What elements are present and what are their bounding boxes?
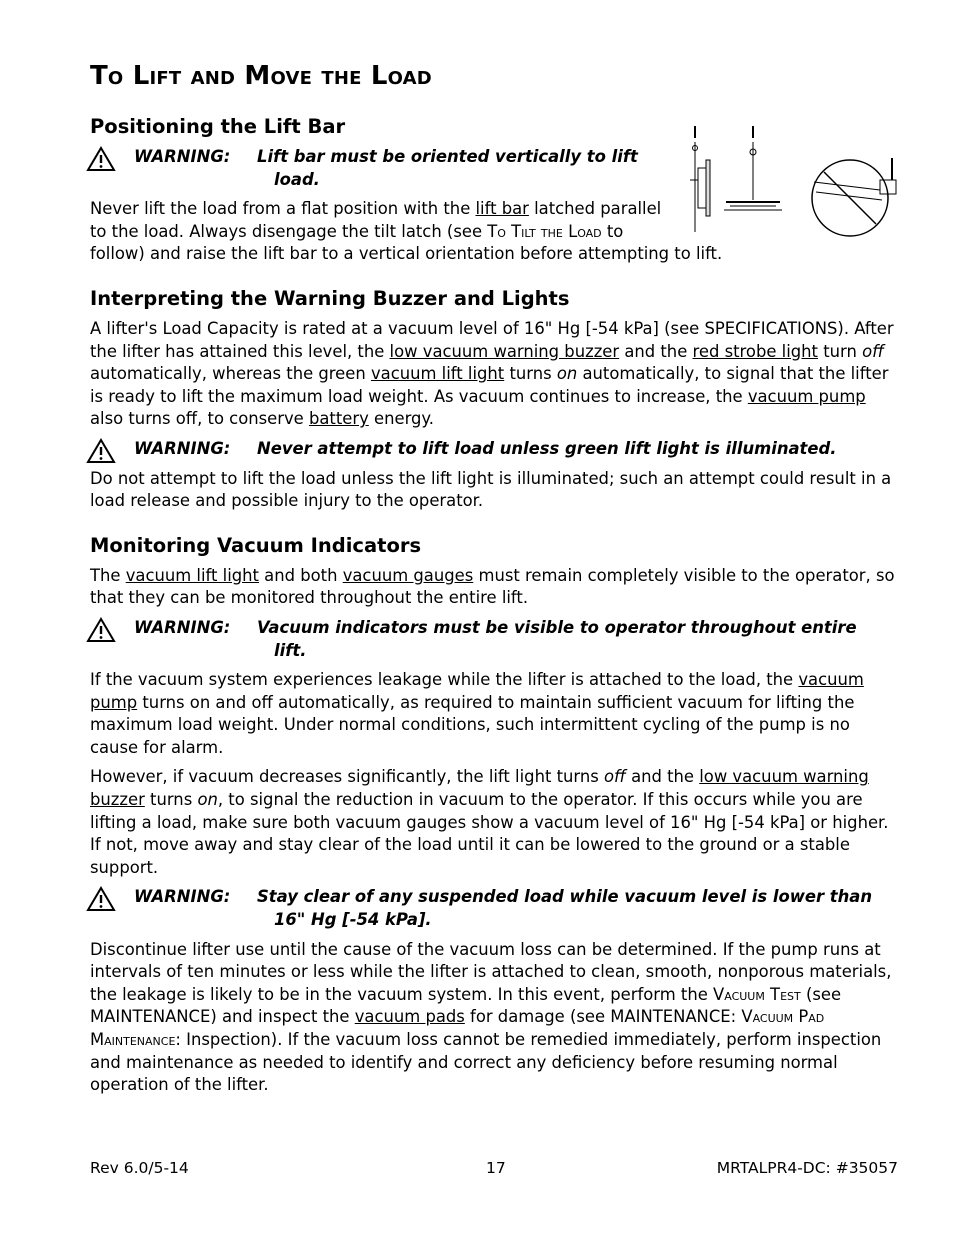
term-low-vacuum-warning-buzzer: low vacuum warning buzzer (389, 341, 620, 361)
text: Never lift the load from a flat position with the (90, 199, 476, 219)
paragraph (90, 565, 902, 610)
term-vacuum-pump: vacuum pump (747, 386, 866, 406)
footer-revision: Rev 6.0/5-14 (90, 1159, 189, 1177)
text: to the load. Always disengage the tilt latch (see (90, 221, 488, 241)
footer-document-id: MRTALPR4-DC: #35057 (716, 1159, 898, 1177)
paragraph (90, 939, 902, 1097)
section-heading: Positioning the Lift Bar (90, 115, 346, 138)
term-red-strobe-light: red strobe light (692, 341, 818, 361)
section-heading: Interpreting the Warning Buzzer and Lights (90, 286, 570, 310)
text: If the vacuum system experiences leakage while the lifter is attached to the load, the (90, 670, 799, 690)
text: The (90, 565, 126, 585)
text: However, if vacuum decreases significantly, the lift light turns (90, 767, 604, 787)
warning-block (90, 617, 902, 662)
warning-triangle-icon (86, 617, 116, 643)
emphasis: on (197, 790, 218, 810)
paragraph (90, 669, 902, 759)
text: follow) and raise the lift bar to a vertical orientation before attempting to lift. (90, 244, 723, 264)
warning-label: WARNING: (134, 147, 231, 166)
term-low-vacuum-warning-buzzer: low vacuum warning buzzer (90, 767, 869, 810)
warning-label: WARNING: (134, 438, 231, 458)
warning-label: WARNING: (134, 887, 231, 907)
warning-text: Lift bar must be oriented vertically to lift (257, 147, 638, 166)
text: (see MAINTENANCE) and inspect the (90, 984, 842, 1027)
vertical-lift-bar-figure (690, 126, 710, 232)
term-vacuum-pads: vacuum pads (354, 1007, 465, 1027)
text: A lifter's Load Capacity is rated at a vacuum level of 16" Hg [-54 kPa] (see SPECIFICATIONS). After the lifter has attained this level, the (90, 318, 894, 361)
emphasis: on (556, 364, 578, 384)
prohibited-icon (812, 158, 896, 236)
warning-text: Never attempt to lift load unless green lift light is illuminated. (257, 438, 837, 458)
section-heading: Monitoring Vacuum Indicators (90, 533, 422, 557)
emphasis: off (604, 767, 626, 787)
ref-vacuum-test: Vacuum Test (713, 984, 801, 1004)
paragraph (90, 318, 902, 431)
warning-triangle-icon (86, 886, 116, 912)
warning-triangle-icon (86, 146, 116, 172)
term-vacuum-gauges: vacuum gauges (342, 565, 474, 585)
text: turns on and off automatically, as required to maintain sufficient vacuum for lifting the maximum load weight. Under normal conditions, such intermittent cycling of the pump is no cause for alarm. (90, 692, 855, 757)
warning-block (90, 886, 902, 931)
paragraph: Do not attempt to lift the load unless the lift light is illuminated; such an attempt could result in a load release and possible injury to the operator. (90, 468, 892, 511)
footer-page-number: 17 (486, 1159, 506, 1177)
text: latched parallel (528, 199, 662, 219)
section-warning-buzzer-lights (90, 286, 902, 513)
text: and the (619, 341, 693, 361)
text: , to signal the reduction in vacuum to the operator. If this occurs while you are lifting a load, make sure both vacuum gauges show a vacuum level of 16" Hg [-54 kPa] or higher. If not, move away and stay clear of the load until it can be lowered to the ground or a stable support. (90, 790, 889, 877)
ref-tilt-the-load: To Tilt the Load (487, 221, 602, 241)
warning-text: Vacuum indicators must be visible to operator throughout entire (257, 617, 857, 637)
ref-vacuum-pad-maintenance: Vacuum Pad Maintenance (90, 1007, 825, 1049)
text: automatically, whereas the green (90, 364, 371, 384)
term-lift-bar: lift bar (475, 199, 529, 219)
text: automatically, to signal that the lifter is ready to lift the maximum load weight. As vacuum continues to increase, the (90, 364, 889, 406)
warning-text-cont: lift. (274, 640, 307, 660)
warning-text-cont: load. (274, 169, 320, 189)
page-title: To Lift and Move the Load (90, 61, 432, 91)
warning-text: Stay clear of any suspended load while vacuum level is lower than (257, 887, 873, 907)
term-vacuum-lift-light: vacuum lift light (370, 364, 505, 384)
paragraph (90, 766, 902, 879)
text: energy. (368, 409, 434, 429)
warning-label: WARNING: (134, 617, 231, 637)
warning-triangle-icon (86, 438, 116, 464)
text: for damage (see MAINTENANCE: (464, 1007, 742, 1027)
flat-lift-bar-figure (724, 126, 782, 210)
text: to (601, 221, 624, 241)
text: turn (817, 341, 863, 361)
term-battery: battery (308, 409, 369, 429)
text: : Inspection). If the vacuum loss cannot be remedied immediately, perform inspection and maintenance as needed to identify and correct any deficiency before resuming normal operation of the lifter. (90, 1030, 882, 1095)
lift-bar-orientation-illustration (684, 120, 904, 242)
section-monitoring-vacuum-indicators (90, 533, 902, 1097)
emphasis: off (862, 341, 884, 361)
text: and the (625, 767, 700, 787)
warning-text-cont: 16" Hg [-54 kPa]. (274, 910, 432, 930)
term-vacuum-lift-light: vacuum lift light (125, 565, 259, 585)
text: turns (144, 790, 198, 810)
text: must remain completely visible to the operator, so that they can be monitored throughout the entire lift. (90, 565, 895, 608)
warning-block (90, 438, 902, 461)
text: also turns off, to conserve (90, 409, 309, 429)
term-vacuum-pump: vacuum pump (90, 670, 864, 712)
text: and both (258, 565, 343, 585)
text: turns (504, 364, 557, 384)
text: Discontinue lifter use until the cause of the vacuum loss can be determined. If the pump runs at intervals of ten minutes or less while the lifter is attached to clean, smooth, nonporous materials, the leakage is likely to be in the vacuum system. In this event, perform the (90, 939, 892, 1004)
